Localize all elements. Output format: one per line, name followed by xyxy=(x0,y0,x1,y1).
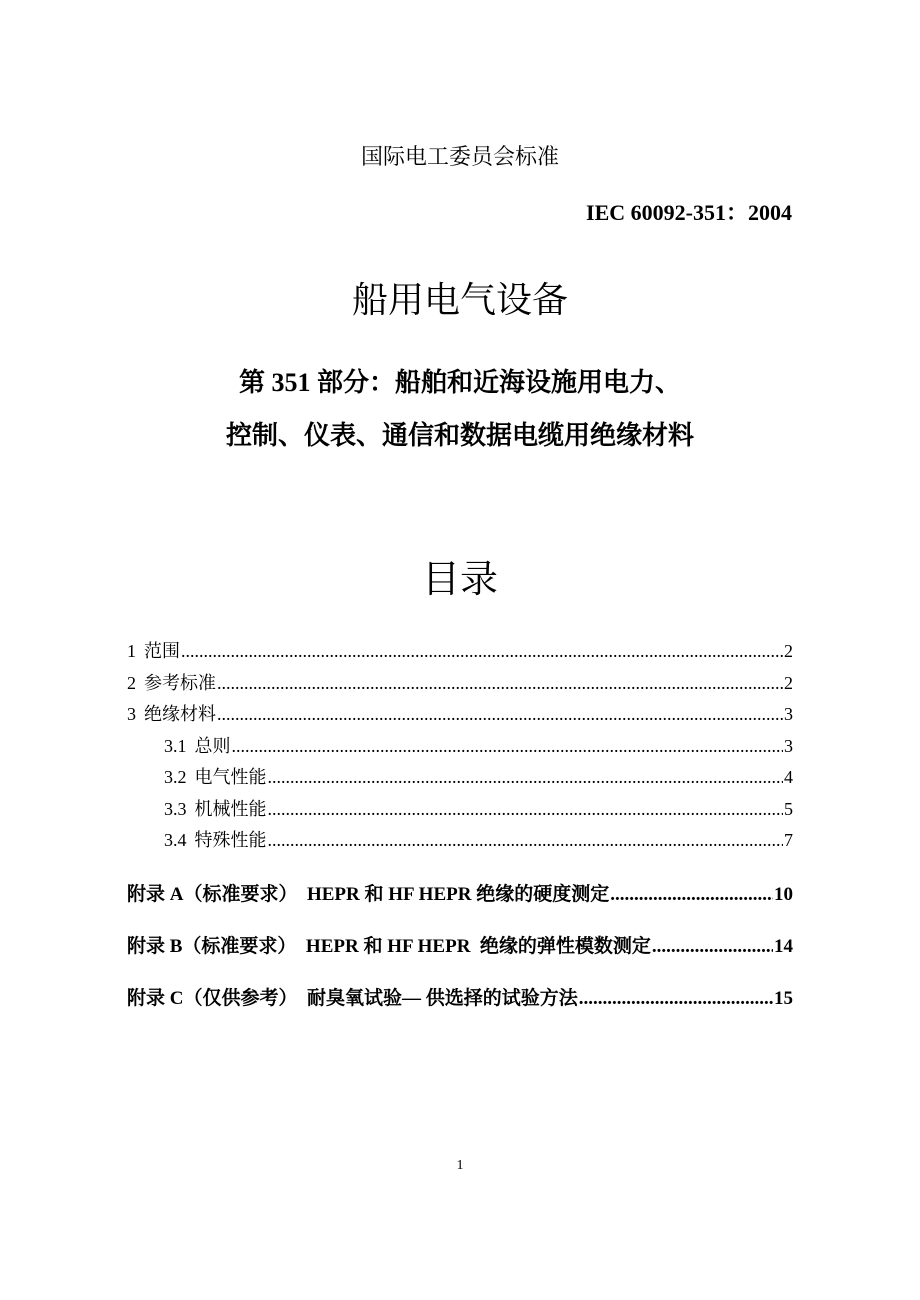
toc-entry-3-1[interactable] xyxy=(127,731,793,763)
toc-entry-page: 3 xyxy=(784,735,793,756)
toc-entry-3[interactable] xyxy=(127,699,793,731)
toc-entry-number: 1 xyxy=(127,641,136,661)
toc-leader-dots xyxy=(579,973,773,1025)
document-title: 船用电气设备 xyxy=(351,280,568,320)
toc-leader-dots xyxy=(610,869,773,921)
toc-annex-label: 附录 C（仅供参考） 耐臭氧试验— 供选择的试验方法 xyxy=(127,987,578,1009)
toc-entry-number: 2 xyxy=(127,672,136,693)
toc-entry-page: 7 xyxy=(784,830,793,850)
toc-entry-1[interactable] xyxy=(127,636,793,668)
toc-annex-page: 14 xyxy=(774,935,793,957)
toc-leader-dots xyxy=(268,825,784,857)
toc-entry-number: 3.2 xyxy=(164,767,187,787)
toc-entry-page: 2 xyxy=(784,641,793,661)
toc-entry-page: 4 xyxy=(784,767,793,787)
toc-entry-label: 电气性能 xyxy=(194,767,267,787)
toc-annex-a[interactable] xyxy=(127,869,793,921)
toc-leader-dots xyxy=(652,921,773,973)
toc-entry-page: 2 xyxy=(784,672,793,693)
toc-entry-3-2[interactable] xyxy=(127,762,793,794)
toc-entry-page: 3 xyxy=(784,704,793,724)
toc-entry-label: 机械性能 xyxy=(194,798,267,819)
toc-entry-3-4[interactable] xyxy=(127,825,793,857)
toc-heading: 目录 xyxy=(421,559,498,601)
table-of-contents xyxy=(127,636,793,1025)
spacer xyxy=(127,857,793,869)
toc-entry-2[interactable] xyxy=(127,668,793,700)
toc-entry-page: 5 xyxy=(784,798,793,819)
toc-leader-dots xyxy=(217,699,783,731)
toc-annex-page: 10 xyxy=(774,883,793,905)
toc-leader-dots xyxy=(181,636,783,668)
toc-annex-b[interactable] xyxy=(127,921,793,973)
toc-entry-3-3[interactable] xyxy=(127,794,793,826)
toc-leader-dots xyxy=(232,731,784,763)
standard-number: IEC 60092-351：2004 xyxy=(586,200,792,225)
toc-entry-number: 3.3 xyxy=(164,798,187,819)
toc-entry-label: 参考标准 xyxy=(144,672,216,693)
toc-entry-number: 3 xyxy=(127,704,136,724)
toc-entry-label: 范围 xyxy=(144,641,180,661)
document-subtitle-line1: 第 351 部分：船舶和近海设施用电力、 xyxy=(238,368,681,397)
toc-entry-label: 总则 xyxy=(194,735,231,756)
document-subtitle-line2: 控制、仪表、通信和数据电缆用绝缘材料 xyxy=(225,421,694,450)
toc-entry-number: 3.4 xyxy=(164,830,187,850)
toc-annex-page: 15 xyxy=(774,987,793,1009)
toc-annex-label: 附录 A（标准要求） HEPR 和 HF HEPR 绝缘的硬度测定 xyxy=(127,883,610,905)
toc-entry-number: 3.1 xyxy=(164,735,187,756)
toc-entry-label: 绝缘材料 xyxy=(144,704,216,724)
toc-leader-dots xyxy=(268,794,784,826)
page-number: 1 xyxy=(456,1158,464,1173)
toc-leader-dots xyxy=(217,668,783,700)
toc-entry-label: 特殊性能 xyxy=(194,830,267,850)
organization-heading: 国际电工委员会标准 xyxy=(360,144,559,169)
toc-annex-label: 附录 B（标准要求） HEPR 和 HF HEPR 绝缘的弹性模数测定 xyxy=(127,935,651,957)
toc-annex-c[interactable] xyxy=(127,973,793,1025)
toc-leader-dots xyxy=(268,762,784,794)
